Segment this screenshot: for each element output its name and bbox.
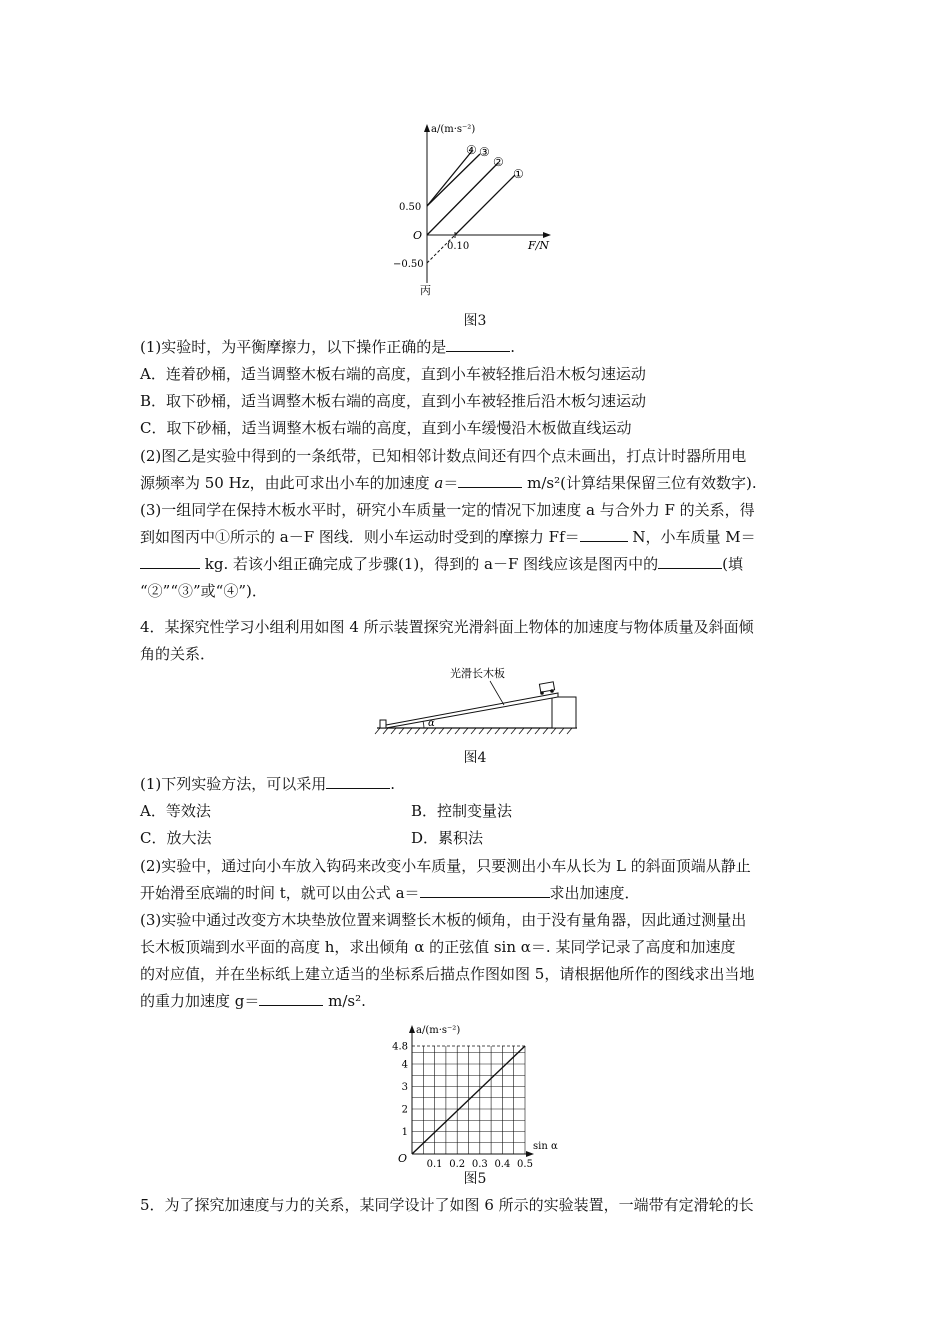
line-label-4: ④ bbox=[466, 143, 477, 157]
angle-label: α bbox=[428, 718, 435, 729]
figure-sub-label: 丙 bbox=[420, 284, 431, 297]
q4-part3-line2: 长木板顶端到水平面的高度 h，求出倾角 α 的正弦值 sin α＝. 某同学记录了高度和加速度 bbox=[140, 938, 736, 956]
q3-part3-text-b: N，小车质量 M＝ bbox=[627, 528, 756, 546]
cart-wheel bbox=[550, 689, 554, 693]
label-leader bbox=[490, 681, 504, 705]
q4-part2-line2 bbox=[140, 883, 640, 903]
q4-stem-line2: 角的关系． bbox=[140, 645, 216, 663]
q3-part2-eq: ＝ bbox=[443, 474, 459, 492]
q3-part1-end: . bbox=[510, 338, 516, 356]
figure-5-chart bbox=[385, 1022, 565, 1170]
q4-part1 bbox=[140, 774, 395, 794]
q3-part2-line2 bbox=[140, 473, 757, 493]
y-tick-label: 2 bbox=[401, 1104, 408, 1116]
line-2 bbox=[427, 163, 498, 235]
q3-option-a: A．连着砂桶，适当调整木板右端的高度，直到小车被轻推后沿木板匀速运动 bbox=[140, 365, 646, 383]
q3-part3-line1: (3)一组同学在保持木板水平时，研究小车质量一定的情况下加速度 a 与合外力 F 的关系，得 bbox=[140, 501, 755, 519]
y-axis-label: a/(m·s⁻²) bbox=[416, 1025, 461, 1036]
y-tick-label: 4.8 bbox=[392, 1041, 408, 1053]
x-tick-label: 0.2 bbox=[449, 1159, 466, 1170]
q4-part3-unit: m/s². bbox=[323, 992, 366, 1010]
figure-4-caption: 图4 bbox=[463, 750, 487, 766]
line-3 bbox=[427, 154, 480, 206]
q4-part3-line1: (3)实验中通过改变方木块垫放位置来调整长木板的倾角，由于没有量角器，因此通过测量出 bbox=[140, 911, 747, 929]
line-label-1: ① bbox=[513, 167, 524, 181]
q3-part3-text-d: (填 bbox=[722, 555, 743, 573]
stopper bbox=[380, 720, 386, 728]
q3-part3-text-a: 到如图丙中①所示的 a－F 图线．则小车运动时受到的摩擦力 Ff＝ bbox=[140, 528, 580, 546]
answer-blank[interactable] bbox=[580, 527, 628, 542]
q3-option-b: B．取下砂桶，适当调整木板右端的高度，直到小车被轻推后沿木板匀速运动 bbox=[140, 392, 647, 410]
q4-part2-text: 开始滑至底端的时间 t，就可以由公式 a＝ bbox=[140, 884, 420, 902]
q4-part3-line3: 的对应值，并在坐标纸上建立适当的坐标系后描点作图如图 5，请根据他所作的图线求出当地 bbox=[140, 965, 755, 983]
figure-5-caption: 图5 bbox=[463, 1171, 487, 1187]
q3-part3-text-c: kg. 若该小组正确完成了步骤(1)，得到的 a－F 图线应该是图丙中的 bbox=[200, 555, 659, 573]
x-tick-label: 0.4 bbox=[494, 1159, 511, 1170]
x-axis-label: F/N bbox=[528, 239, 549, 252]
y-axis-arrow bbox=[424, 124, 430, 132]
q3-part3-line2 bbox=[140, 527, 756, 547]
x-axis-label: sin α bbox=[533, 1141, 558, 1152]
answer-blank[interactable] bbox=[658, 554, 722, 569]
answer-blank[interactable] bbox=[446, 337, 510, 352]
figure-4-incline bbox=[372, 665, 582, 737]
support-block bbox=[552, 697, 576, 728]
answer-blank[interactable] bbox=[326, 774, 390, 789]
y-tick-label: 1 bbox=[401, 1127, 408, 1138]
x-tick-label: 0.10 bbox=[447, 241, 470, 252]
q3-option-c: C．取下砂桶，适当调整木板右端的高度，直到小车缓慢沿木板做直线运动 bbox=[140, 419, 632, 437]
x-tick-label: 0.1 bbox=[426, 1159, 443, 1170]
q4-option-b: B．控制变量法 bbox=[411, 802, 513, 820]
y-ticks bbox=[392, 1042, 408, 1139]
line-1 bbox=[455, 175, 515, 235]
origin-label: O bbox=[398, 1152, 408, 1165]
q3-part2-line1: (2)图乙是实验中得到的一条纸带，已知相邻计数点间还有四个点未画出，打点计时器所用电 bbox=[140, 447, 747, 465]
q4-part1-text: (1)下列实验方法，可以采用 bbox=[140, 775, 327, 793]
q4-stem-line1: 4．某探究性学习小组利用如图 4 所示装置探究光滑斜面上物体的加速度与物体质量及斜面倾 bbox=[140, 618, 754, 636]
line-4 bbox=[427, 151, 472, 206]
angle-arc bbox=[423, 721, 424, 728]
figure-3-caption: 图3 bbox=[463, 313, 487, 329]
q3-part2-var: a bbox=[434, 474, 444, 492]
q3-part1-text: (1)实验时，为平衡摩擦力，以下操作正确的是 bbox=[140, 338, 447, 356]
board-label: 光滑长木板 bbox=[450, 667, 505, 680]
answer-blank[interactable] bbox=[140, 554, 200, 569]
q4-part2-end: 求出加速度． bbox=[549, 884, 640, 902]
y-tick-label-neg: −0.50 bbox=[393, 259, 424, 270]
x-tick-label: 0.3 bbox=[471, 1159, 488, 1170]
x-axis-arrow bbox=[543, 232, 551, 238]
q4-part1-end: . bbox=[390, 775, 396, 793]
q3-part2-unit: m/s²(计算结果保留三位有效数字). bbox=[522, 474, 757, 492]
answer-blank[interactable] bbox=[458, 473, 522, 488]
q4-option-a: A．等效法 bbox=[140, 802, 211, 820]
q3-part3-line3 bbox=[140, 554, 743, 574]
q3-part3-line4: “②”“③”或“④”)． bbox=[140, 582, 267, 600]
figure-3-chart bbox=[380, 118, 560, 298]
origin-label: O bbox=[413, 229, 423, 242]
q5-stem-line1: 5．为了探究加速度与力的关系，某同学设计了如图 6 所示的实验装置，一端带有定滑轮的长 bbox=[140, 1196, 754, 1214]
q4-part2-line1: (2)实验中，通过向小车放入钩码来改变小车质量，只要测出小车从长为 L 的斜面顶端从静止 bbox=[140, 857, 751, 875]
q4-part3-text: 的重力加速度 g＝ bbox=[140, 992, 260, 1010]
y-tick-label: 4 bbox=[401, 1059, 408, 1071]
answer-blank[interactable] bbox=[420, 883, 550, 898]
y-axis-arrow bbox=[409, 1025, 415, 1033]
y-axis-label: a/(m·s⁻²) bbox=[431, 124, 476, 135]
cart-wheel bbox=[540, 691, 544, 695]
y-tick-label-pos: 0.50 bbox=[399, 202, 422, 213]
x-tick-label: 0.5 bbox=[517, 1159, 533, 1170]
q4-part3-line4 bbox=[140, 991, 366, 1011]
q3-part2-text: 源频率为 50 Hz，由此可求出小车的加速度 bbox=[140, 474, 435, 492]
q4-option-d: D．累积法 bbox=[411, 829, 484, 847]
ground-hatch bbox=[375, 728, 572, 734]
incline-board bbox=[386, 693, 558, 728]
q4-option-c: C．放大法 bbox=[140, 829, 212, 847]
line-label-3: ③ bbox=[479, 145, 490, 159]
answer-blank[interactable] bbox=[259, 991, 323, 1006]
y-tick-label: 3 bbox=[401, 1082, 408, 1093]
q3-part1 bbox=[140, 337, 515, 357]
line-label-2: ② bbox=[493, 155, 504, 169]
